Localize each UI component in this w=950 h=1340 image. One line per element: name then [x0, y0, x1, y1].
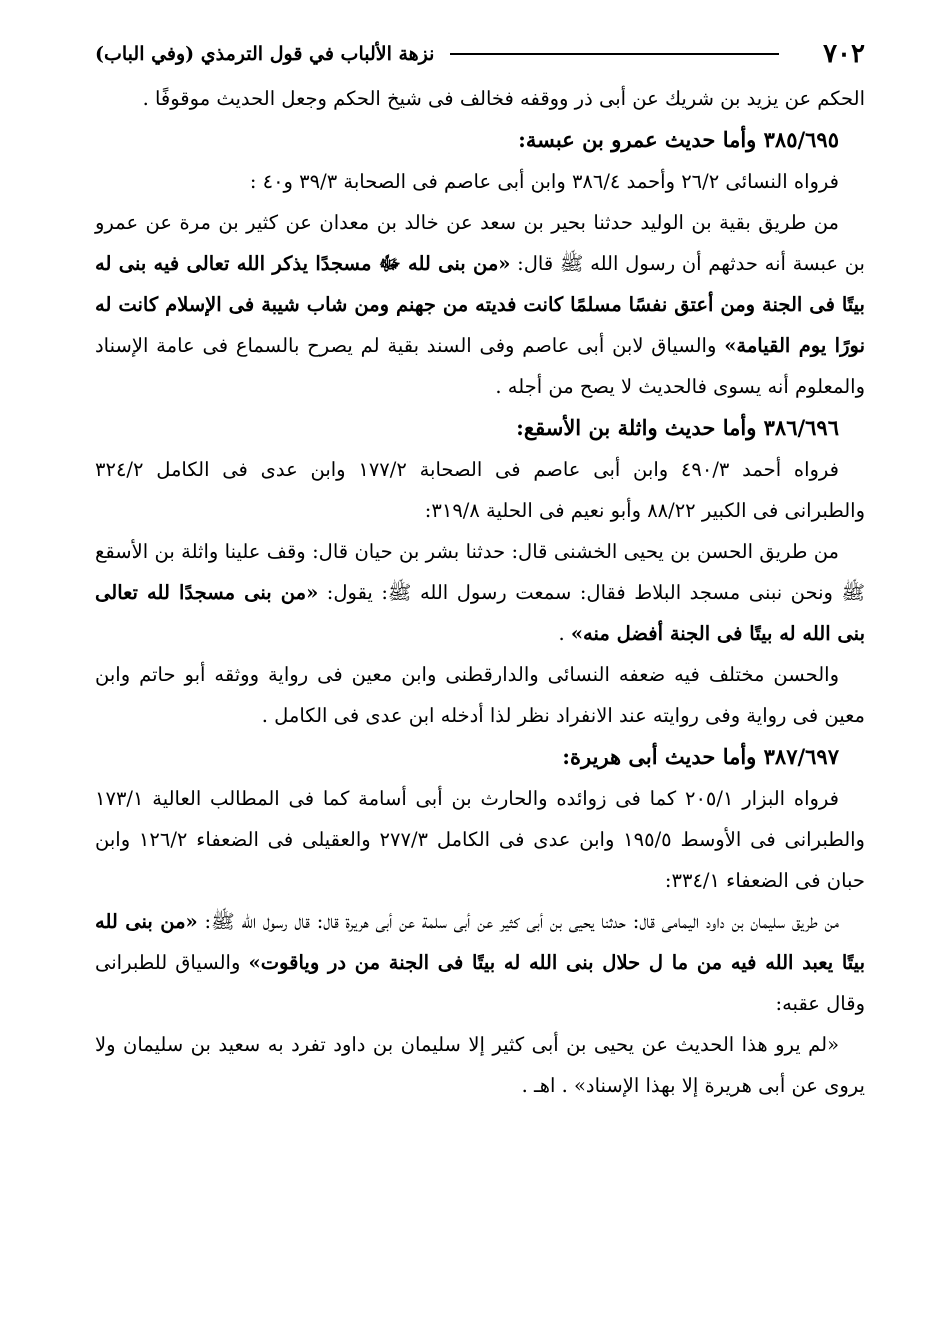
- paragraph-sources-abu-hurayra: فرواه البزار ٢٠٥/١ كما فى زوائده والحارث بن أبى أسامة كما فى المطالب العالية ١٧٣/١ والطبرانى فى الأوسط ١٩٥/٥ وابن عدى فى الكامل ٢٧٧/٣ والعقيلى فى الضعفاء ١٢٦/٢ وابن حبان فى الضعفاء ٣٣٤/١:: [95, 787, 865, 892]
- header-rule: [450, 53, 779, 55]
- page-number: ٧٠٢: [823, 39, 865, 69]
- section-heading-abu-hurayra: ٣٨٧/٦٩٧ وأما حديث أبى هريرة:: [562, 744, 839, 769]
- hadith-quote: «من بنى لله ﷻ مسجدًا يذكر الله تعالى فيه بنى له بيتًا فى الجنة ومن أعتق نفسًا مسلمًا كانت فديته من جهنم ومن شاب شيبة فى الإسلام كانت له نورًا يوم القيامة»: [95, 252, 866, 357]
- document-page: [95, 30, 865, 1106]
- paragraph-sources-wathila: فرواه أحمد ٤٩٠/٣ وابن أبى عاصم فى الصحابة ١٧٧/٢ وابن عدى فى الكامل ٣٢٤/٢ والطبرانى فى الكبير ٨٨/٢٢ وأبو نعيم فى الحلية ٣١٩/٨:: [95, 458, 865, 522]
- running-title: نزهة الألباب في قول الترمذي (وفي الباب): [95, 43, 435, 65]
- paragraph-chain-amr: [95, 202, 865, 407]
- section-heading-amr-ibn-abasa: ٣٨٥/٦٩٥ وأما حديث عمرو بن عبسة:: [518, 127, 839, 152]
- chain-text: من طريق الحسن بن يحيى الخشنى قال: حدثنا بشر بن حيان قال: وقف علينا واثلة بن الأسقع ﷺ ونحن نبنى مسجد البلاط فقال: سمعت رسول الله ﷺ: يقول:: [95, 540, 865, 604]
- paragraph-chain-abu-hurayra: [95, 901, 865, 1024]
- chain-text: من طريق بقية بن الوليد حدثنا بحير بن سعد عن خالد بن معدان عن كثير بن مرة عن عمرو بن عبسة أنه حدثهم أن رسول الله ﷺ قال:: [95, 211, 865, 275]
- paragraph-narrator-evaluation: والحسن مختلف فيه ضعفه النسائى والدارقطنى وابن معين فى رواية ووثقه أبو حاتم وابن معين فى رواية وفى روايته عند الانفراد نظر لذا أدخله ابن عدى فى الكامل .: [95, 663, 865, 727]
- paragraph-continuation: الحكم عن يزيد بن شريك عن أبى ذر ووقفه فخالف فى شيخ الحكم وجعل الحديث موقوفًا .: [142, 87, 865, 110]
- chain-text: من طريق سليمان بن داود اليمامى قال: حدثنا يحيى بن أبى كثير عن أبى سلمة عن أبى هريرة قال: قال رسول الله ﷺ:: [197, 910, 839, 933]
- paragraph-chain-wathila: [95, 531, 865, 654]
- hadith-quote: «من بنى لله بيتًا يعبد الله فيه من ما ل حلال بنى الله له بيتًا فى الجنة من در وياقوت»: [95, 910, 865, 974]
- commentary-text: والسياق للطبرانى وقال عقبه:: [95, 951, 865, 1015]
- page-body: [95, 78, 865, 1106]
- paragraph-tabarani-quote: «لم يرو هذا الحديث عن يحيى بن أبى كثير إلا سليمان بن داود تفرد به سعيد بن سليمان ولا يروى عن أبى هريرة إلا بهذا الإسناد» . اهـ .: [95, 1033, 865, 1097]
- trailing-text: .: [558, 622, 571, 645]
- section-heading-wathila: ٣٨٦/٦٩٦ وأما حديث واثلة بن الأسقع:: [516, 415, 839, 440]
- paragraph-sources-amr: فرواه النسائى ٢٦/٢ وأحمد ٣٨٦/٤ وابن أبى عاصم فى الصحابة ٣٩/٣ و٤٠ :: [249, 170, 839, 193]
- commentary-text: والسياق لابن أبى عاصم وفى السند بقية لم يصرح بالسماع فى عامة الإسناد والمعلوم أنه يسوى فالحديث لا يصح من أجله .: [95, 334, 865, 398]
- hadith-quote: «من بنى مسجدًا لله تعالى بنى الله له بيتًا فى الجنة أفضل منه»: [95, 581, 865, 645]
- page-header: [95, 30, 865, 78]
